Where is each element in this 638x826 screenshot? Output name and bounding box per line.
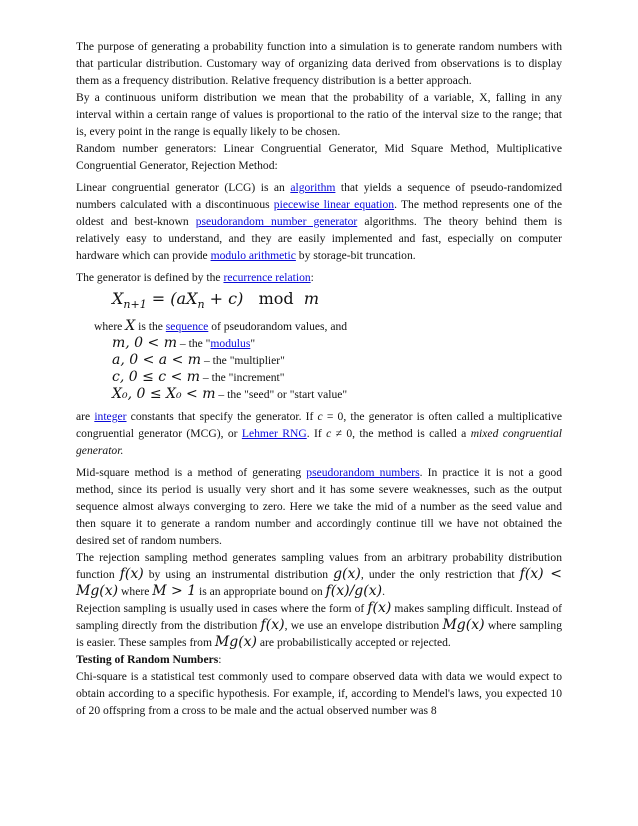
link-modulo-arithmetic[interactable]: modulo arithmetic bbox=[210, 249, 296, 262]
paragraph-where: where X is the sequence of pseudorandom values, and bbox=[94, 318, 348, 335]
link-sequence[interactable]: sequence bbox=[165, 320, 209, 334]
lcg-text-5: by storage-bit truncation. bbox=[295, 249, 416, 262]
def-multiplier: a, 0 < a < m – the "multiplier" bbox=[112, 352, 285, 369]
link-pseudorandom-number-generator[interactable]: pseudorandom number generator bbox=[195, 215, 358, 228]
heading-testing-random-numbers: Testing of Random Numbers: bbox=[76, 653, 222, 667]
paragraph-chi-square: Chi-square is a statistical test commonly used to compare observed data with data we would expect to obtain according to a specific hypothesis. For example, if, according to Mendel's laws, you expected 10 of 20 offspring from a cross to be male and the actual observed number was 8 bbox=[76, 670, 562, 718]
paragraph-purpose: The purpose of generating a probability function into a simulation is to generate random numbers with that particular distribution. Customary way of organizing data derived from observations is to display them as a frequency distribution. Relative frequency distribution is a better approach. bbox=[76, 40, 562, 87]
def-increment: c, 0 ≤ c < m – the "increment" bbox=[112, 369, 285, 386]
document-page bbox=[76, 38, 562, 719]
paragraph-generator-definition bbox=[76, 269, 562, 286]
link-algorithm[interactable]: algorithm bbox=[290, 181, 336, 194]
link-integer[interactable]: integer bbox=[94, 410, 127, 424]
link-pseudorandom-numbers[interactable]: pseudorandom numbers bbox=[306, 466, 420, 480]
def-modulus: m, 0 < m – the "modulus" bbox=[112, 335, 256, 352]
paragraph-integer-constants: are integer constants that specify the generator. If c = 0, the generator is often called a multiplicative congruential generator (MCG), or Lehmer RNG. If c ≠ 0, the method is called a mixed congruential generator. bbox=[76, 410, 562, 458]
mod-operator: mod bbox=[258, 289, 294, 308]
link-modulus[interactable]: modulus bbox=[210, 337, 251, 351]
generator-text-2: : bbox=[310, 271, 314, 284]
paragraph-rng-list: Random number generators: Linear Congruential Generator, Mid Square Method, Multiplicative Congruential Generator, Rejection Method: bbox=[76, 142, 562, 172]
link-recurrence-relation[interactable]: recurrence relation bbox=[223, 271, 311, 284]
link-lehmer-rng[interactable]: Lehmer RNG bbox=[241, 427, 307, 441]
lcg-text-3: . The method represents one of the oldest and best-known bbox=[76, 198, 562, 228]
paragraph-rejection-sampling: The rejection sampling method generates sampling values from an arbitrary probability distribution function f(x) by using an instrumental distribution g(x), under the only restriction that f(x) < Mg(x) where M > 1 is an appropriate bound on f(x)/g(x). bbox=[76, 551, 562, 600]
paragraph-uniform-distribution: By a continuous uniform distribution we mean that the probability of a variable, X, falling in any interval within a certain range of values is proportional to the ratio of the interval size to the range; that is, every point in the range is equally likely to be chosen. bbox=[76, 91, 562, 138]
paragraph-mid-square: Mid-square method is a method of generating pseudorandom numbers. In practice it is not a good method, since its period is usually very short and it has some severe weaknesses, such as the output sequence almost always converging to zero. Here we take the mid of a number as the seed value and then square it to generate a random number and accordingly continue till we have not obtained the desired set of random numbers. bbox=[76, 466, 562, 548]
generator-text-1: The generator is defined by the bbox=[76, 271, 224, 284]
recurrence-formula: $X_{n+1} = (aX_n + c)$ mod m bbox=[112, 289, 319, 312]
def-seed: X₀, 0 ≤ X₀ < m – the "seed" or "start value" bbox=[112, 386, 348, 403]
link-piecewise-linear-equation[interactable]: piecewise linear equation bbox=[273, 198, 395, 211]
paragraph-rejection-usage: Rejection sampling is usually used in cases where the form of f(x) makes sampling difficult. Instead of sampling directly from the distribution f(x), we use an envelope distribution Mg(x) where sampling is easier. These samples from Mg(x) are probabilistically accepted or rejected. bbox=[76, 600, 563, 651]
parameter-definitions bbox=[112, 335, 562, 403]
lcg-text-4: algorithms. The theory behind them is relatively easy to understand, and they are easily implemented and fast, especially on computer hardware which can provide bbox=[76, 215, 562, 262]
paragraph-lcg bbox=[76, 179, 562, 264]
lcg-text-1: Linear congruential generator (LCG) is an bbox=[76, 181, 291, 194]
lcg-text-2: that yields a sequence of pseudo-randomized numbers calculated with a discontinuous bbox=[76, 181, 562, 211]
